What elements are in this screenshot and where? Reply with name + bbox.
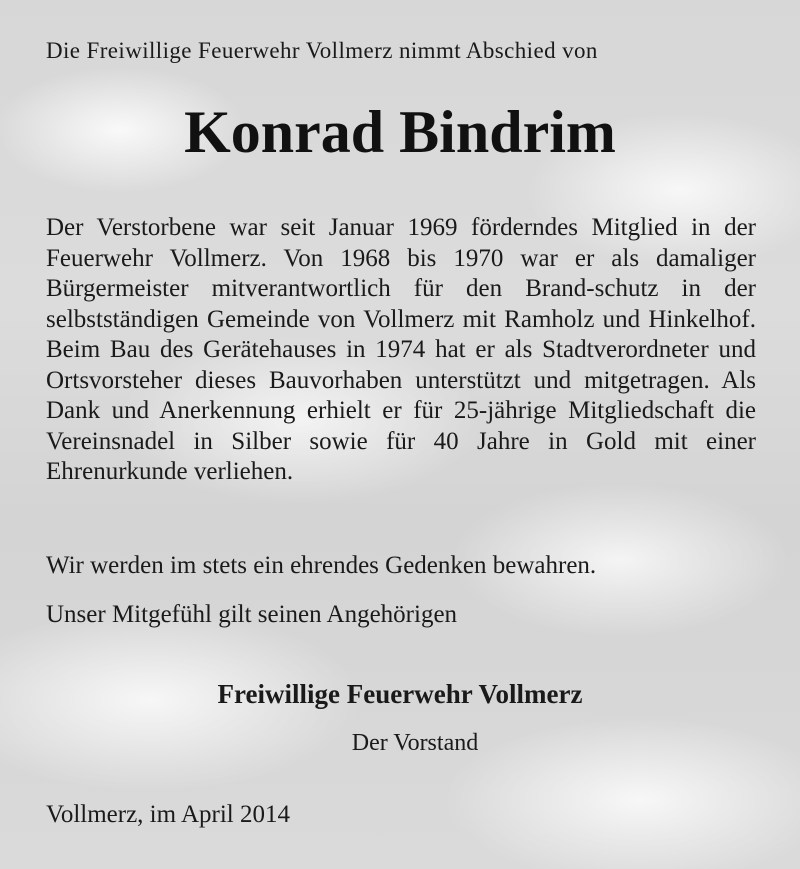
intro-line: Die Freiwillige Feuerwehr Vollmerz nimmt Abschied von: [46, 38, 598, 63]
sympathy-line: Unser Mitgefühl gilt seinen Angehörigen: [46, 601, 458, 628]
place-date: Vollmerz, im April 2014: [46, 801, 290, 828]
board-signature: Der Vorstand: [351, 730, 479, 756]
closing-line: Wir werden im stets ein ehrendes Gedenken bewahren.: [46, 552, 597, 579]
deceased-name: Konrad Bindrim: [184, 99, 616, 165]
body-paragraph: Der Verstorbene war seit Januar 1969 förderndes Mitglied in der Feuerwehr Vollmerz. Von 1968 bis 1970 war er als damaliger Bürgermeister mitverantwortlich für den Brand-schutz in der selbstständigen Gemeinde von Vollmerz mit Ramholz und Hinkelhof. Beim Bau des Gerätehauses in 1974 hat er als Stadtverordneter und Ortsvorsteher dieses Bauvorhaben unterstützt und mitgetragen. Als Dank und Anerkennung erhielt er für 25-jährige Mitgliedschaft die Vereinsnadel in Silber sowie für 40 Jahre in Gold mit einer Ehrenurkunde verliehen.: [46, 214, 756, 485]
organization-name: Freiwillige Feuerwehr Vollmerz: [217, 679, 583, 709]
